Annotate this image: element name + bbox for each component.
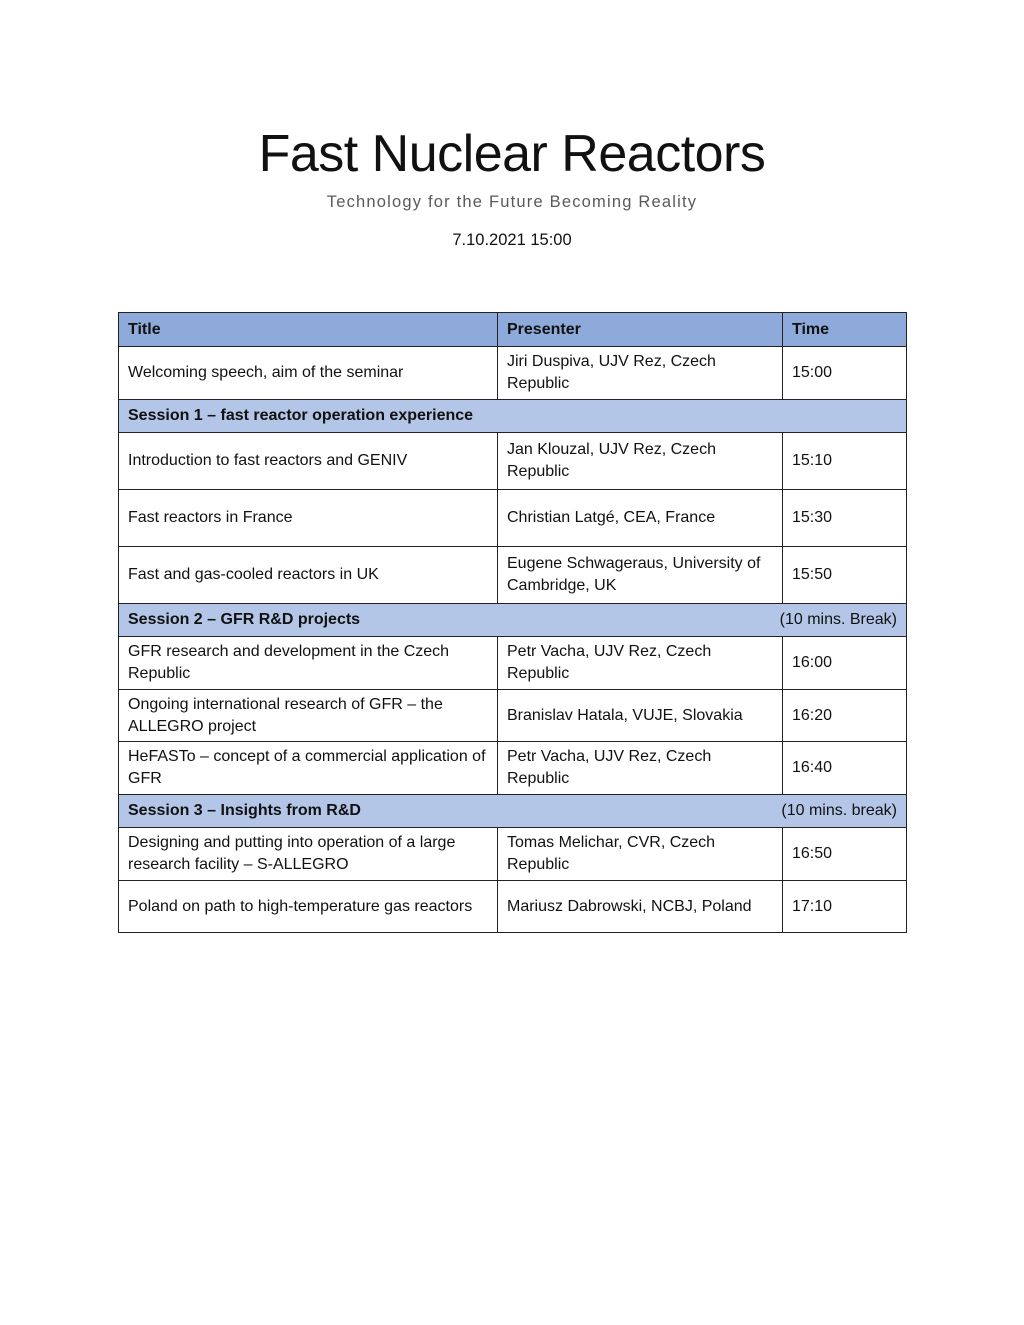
talk-time: 16:40 <box>783 742 907 795</box>
talk-time: 17:10 <box>783 881 907 933</box>
talk-presenter: Christian Latgé, CEA, France <box>498 490 783 547</box>
session-name: Session 3 – Insights from R&D <box>128 802 361 819</box>
table-header-row <box>119 313 907 347</box>
table-row <box>119 433 907 490</box>
talk-title: HeFASTo – concept of a commercial application of GFR <box>119 742 498 795</box>
table-row <box>119 547 907 604</box>
session-row <box>119 604 907 637</box>
talk-title: Fast and gas-cooled reactors in UK <box>119 547 498 604</box>
talk-presenter: Jiri Duspiva, UJV Rez, Czech Republic <box>498 347 783 400</box>
column-header-time: Time <box>783 313 907 347</box>
session-break: (10 mins. break) <box>781 802 897 819</box>
page-subtitle: Technology for the Future Becoming Reality <box>326 193 698 211</box>
talk-title: Fast reactors in France <box>119 490 498 547</box>
table-row <box>119 637 907 690</box>
session-cell <box>119 604 907 637</box>
table-row <box>119 490 907 547</box>
table-row <box>119 347 907 400</box>
talk-presenter: Branislav Hatala, VUJE, Slovakia <box>498 690 783 742</box>
agenda-table <box>118 312 907 933</box>
session-cell <box>119 795 907 828</box>
table-row <box>119 742 907 795</box>
table-row <box>119 828 907 881</box>
talk-presenter: Tomas Melichar, CVR, Czech Republic <box>498 828 783 881</box>
table-row <box>119 881 907 933</box>
talk-presenter: Petr Vacha, UJV Rez, Czech Republic <box>498 742 783 795</box>
talk-title: Introduction to fast reactors and GENIV <box>119 433 498 490</box>
talk-time: 16:50 <box>783 828 907 881</box>
talk-time: 15:00 <box>783 347 907 400</box>
talk-title: Ongoing international research of GFR – the ALLEGRO project <box>119 690 498 742</box>
talk-presenter: Jan Klouzal, UJV Rez, Czech Republic <box>498 433 783 490</box>
event-datetime: 7.10.2021 15:00 <box>452 231 572 249</box>
talk-presenter: Petr Vacha, UJV Rez, Czech Republic <box>498 637 783 690</box>
talk-time: 15:10 <box>783 433 907 490</box>
session-name: Session 2 – GFR R&D projects <box>128 611 361 628</box>
session-row <box>119 795 907 828</box>
talk-title: Designing and putting into operation of a large research facility – S-ALLEGRO <box>119 828 498 881</box>
session-break: (10 mins. Break) <box>779 611 897 628</box>
session-cell <box>119 400 907 433</box>
session-name: Session 1 – fast reactor operation experience <box>128 407 474 424</box>
talk-title: Poland on path to high-temperature gas reactors <box>119 881 498 933</box>
talk-time: 16:20 <box>783 690 907 742</box>
talk-presenter: Mariusz Dabrowski, NCBJ, Poland <box>498 881 783 933</box>
session-row <box>119 400 907 433</box>
column-header-presenter: Presenter <box>498 313 783 347</box>
talk-time: 15:30 <box>783 490 907 547</box>
talk-time: 15:50 <box>783 547 907 604</box>
talk-time: 16:00 <box>783 637 907 690</box>
talk-title: GFR research and development in the Czech Republic <box>119 637 498 690</box>
column-header-title: Title <box>119 313 498 347</box>
page-title: Fast Nuclear Reactors <box>258 125 766 183</box>
talk-title: Welcoming speech, aim of the seminar <box>119 347 498 400</box>
table-row <box>119 690 907 742</box>
talk-presenter: Eugene Schwageraus, University of Cambridge, UK <box>498 547 783 604</box>
